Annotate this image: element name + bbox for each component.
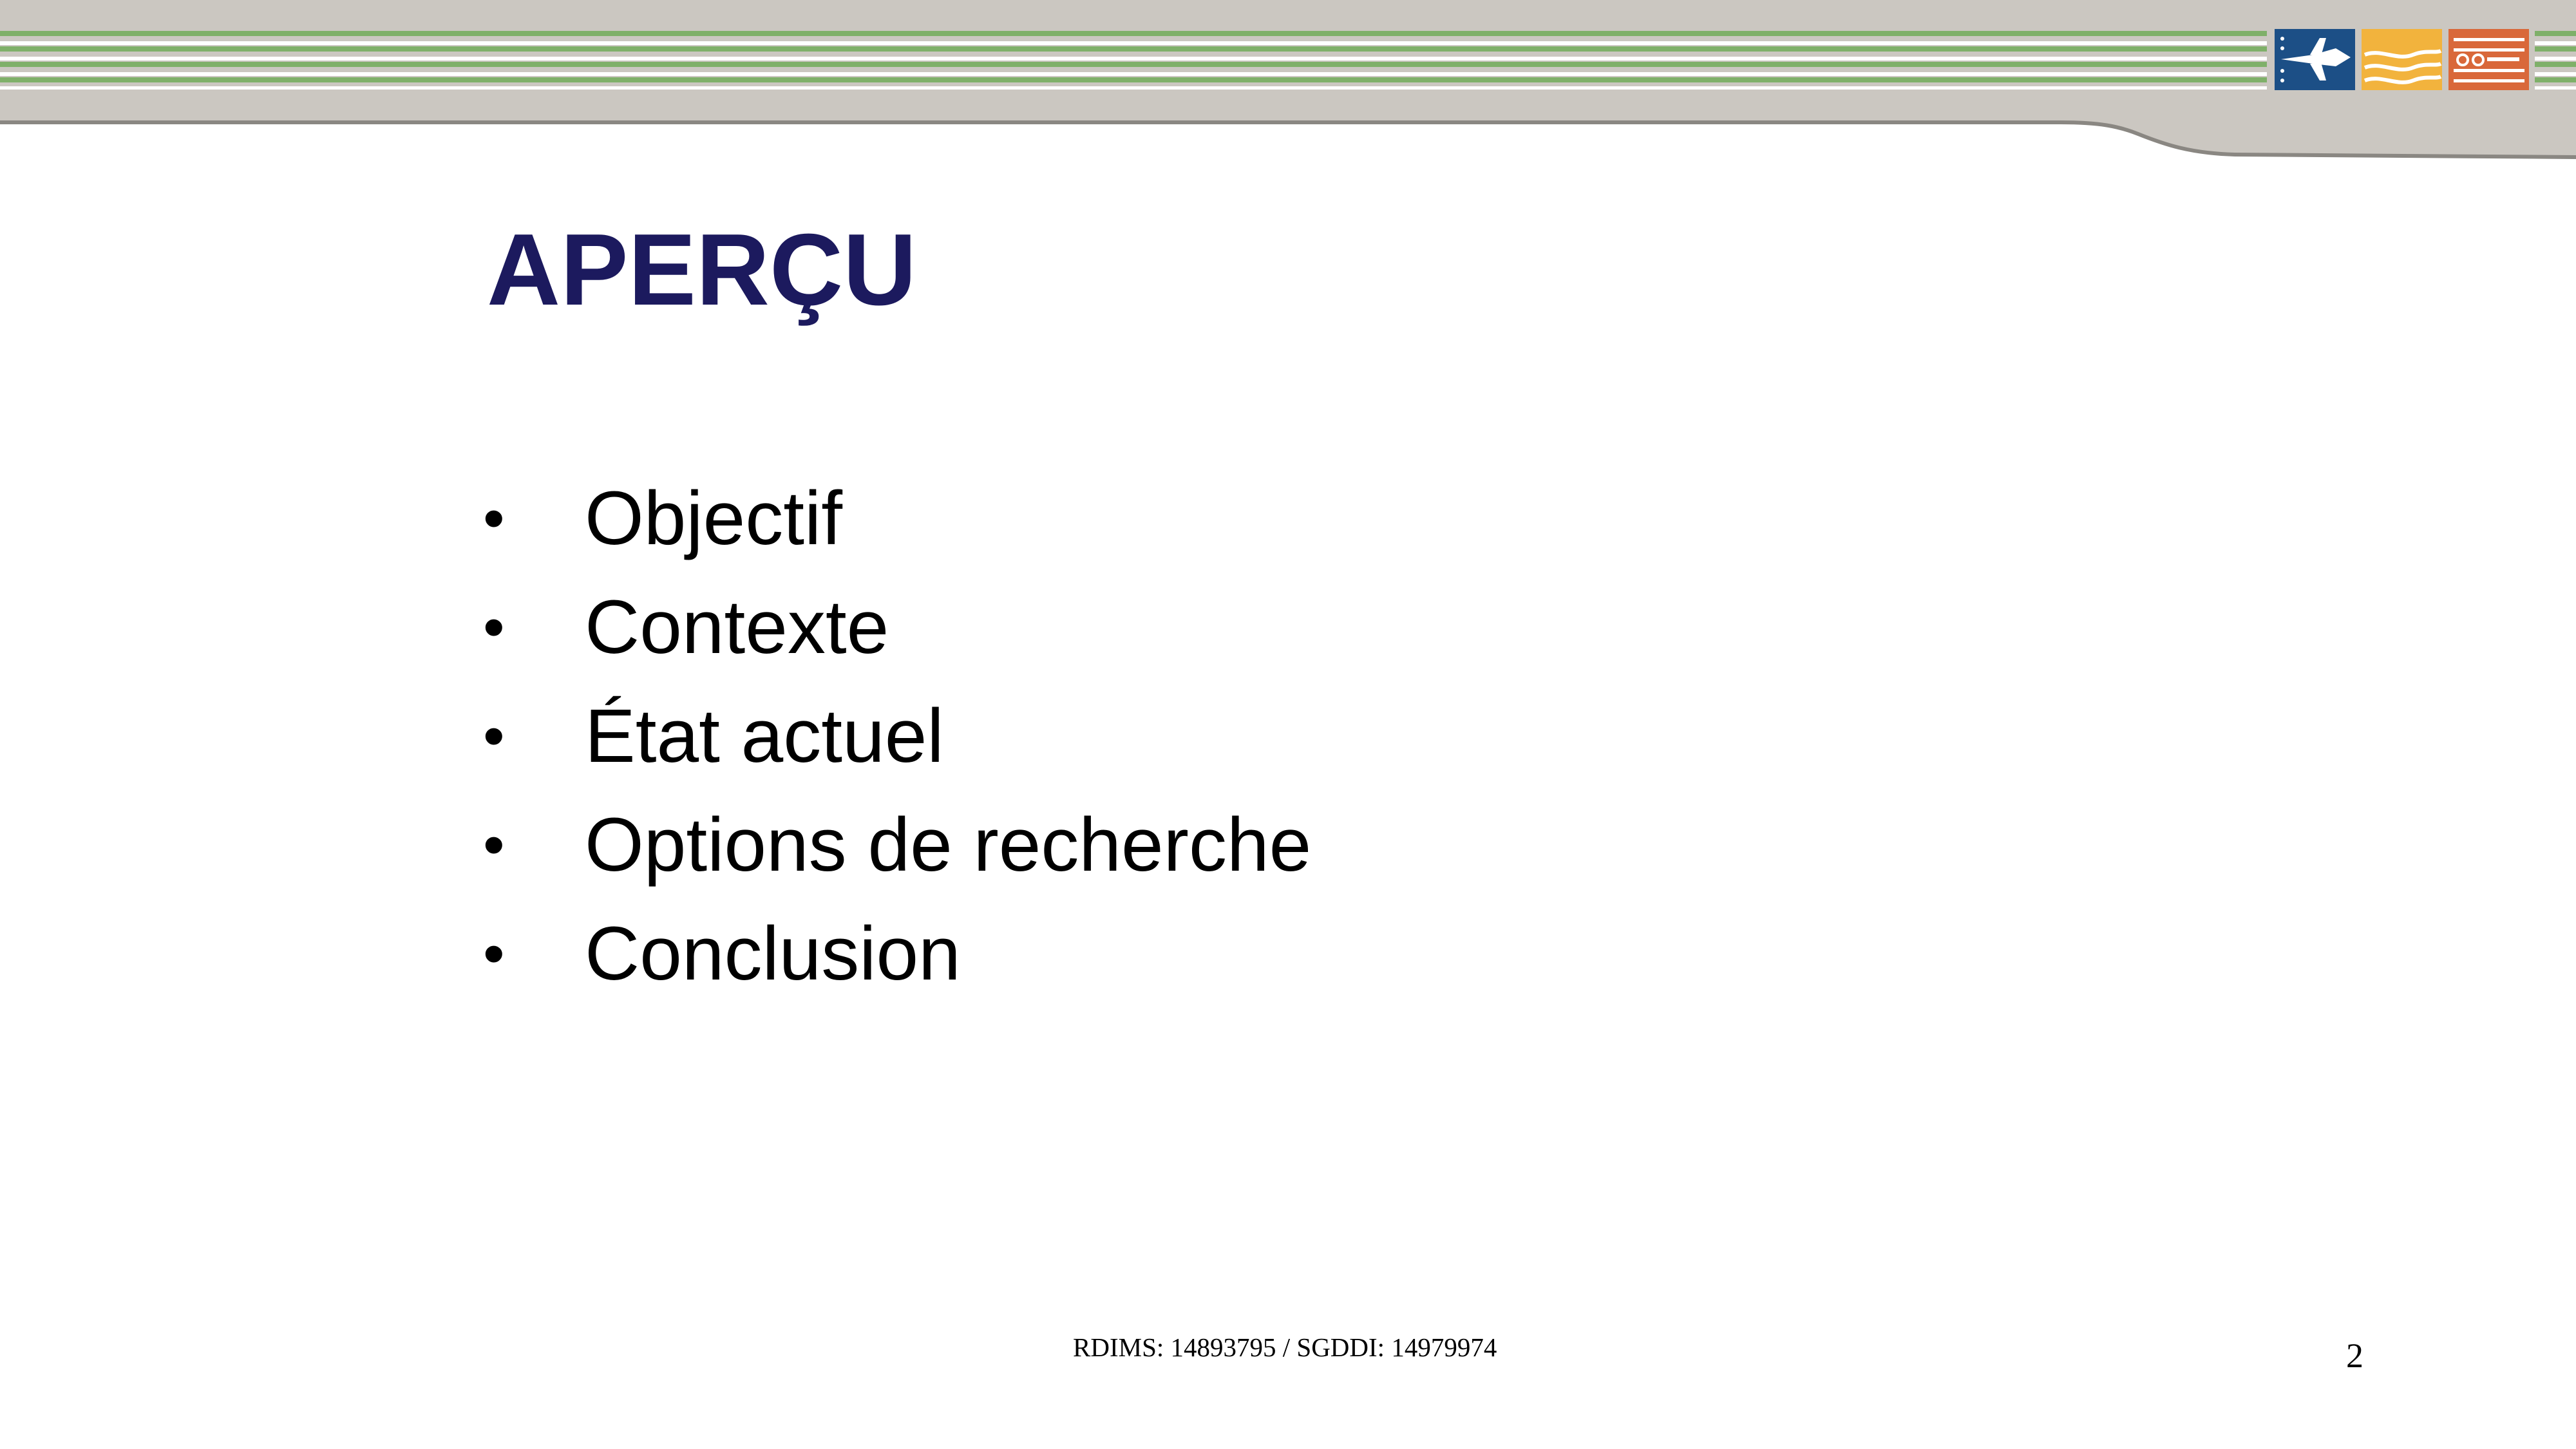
page-number: 2 <box>2346 1336 2363 1375</box>
bullet-text: Conclusion <box>585 911 961 996</box>
bullet-icon: • <box>483 701 505 770</box>
bullet-list <box>483 464 1311 1008</box>
list-item <box>483 573 1311 681</box>
header-band <box>0 0 2576 161</box>
document-reference: RDIMS: 14893795 / SGDDI: 14979974 <box>1073 1332 1497 1362</box>
list-item <box>483 790 1311 899</box>
list-item <box>483 899 1311 1008</box>
airplane-icon <box>2275 29 2355 90</box>
bullet-text: Options de recherche <box>585 802 1312 887</box>
rail-icon <box>2448 29 2529 90</box>
bullet-icon: • <box>483 483 505 553</box>
transport-logos <box>2275 29 2529 90</box>
bullet-icon: • <box>483 592 505 661</box>
list-item <box>483 464 1311 573</box>
bullet-icon: • <box>483 810 505 879</box>
bullet-text: Contexte <box>585 584 889 670</box>
bullet-icon: • <box>483 918 505 988</box>
bullet-text: État actuel <box>585 693 944 779</box>
slide-title: APERÇU <box>487 213 917 327</box>
list-item <box>483 681 1311 790</box>
ship-icon <box>2362 29 2442 90</box>
bullet-text: Objectif <box>585 475 843 561</box>
